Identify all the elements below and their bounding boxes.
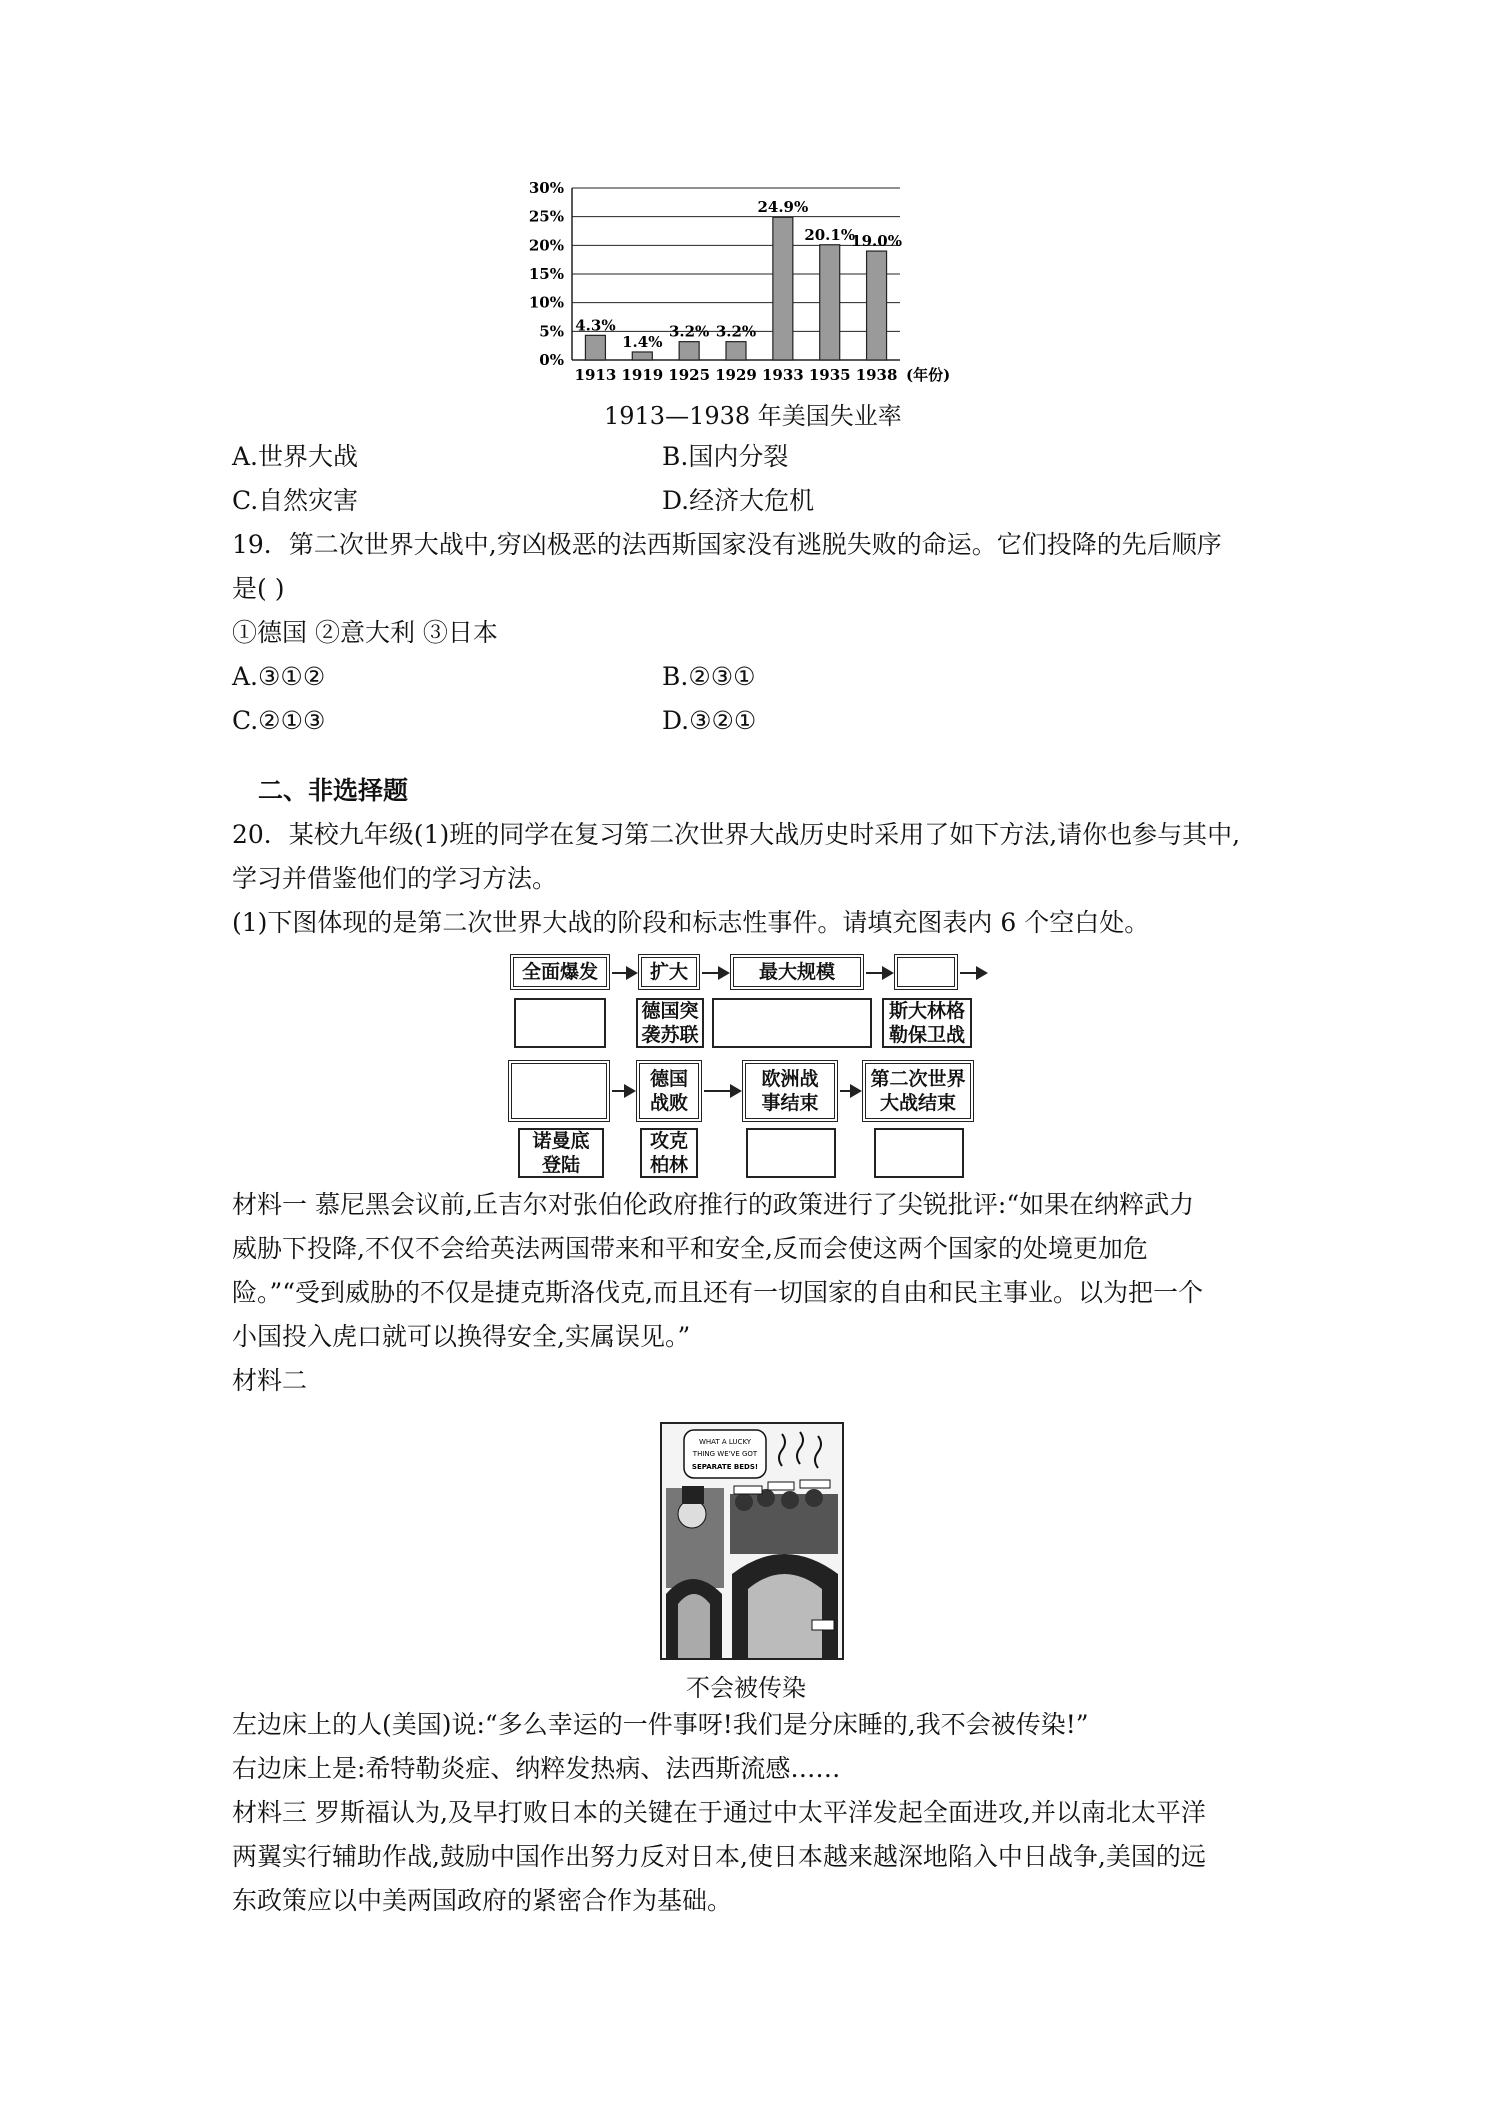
bar — [632, 352, 652, 360]
material1-line-3: 险。”“受到威胁的不仅是捷克斯洛伐克,而且还有一切国家的自由和民主事业。以为把一个 — [232, 1278, 1204, 1307]
x-tick-label: 1919 — [621, 366, 664, 384]
unemployment-bar-chart — [520, 180, 960, 390]
flow-arrow-4 — [960, 972, 986, 974]
flow-stage-3: 最大规模 — [730, 954, 864, 990]
material2-line-2: 右边床上是:希特勒炎症、纳粹发热病、法西斯流感…… — [232, 1754, 841, 1783]
svg-text:SEPARATE BEDS!: SEPARATE BEDS! — [691, 1463, 759, 1471]
y-tick-label: 25% — [528, 207, 564, 226]
material2-line-1: 左边床上的人(美国)说:“多么幸运的一件事呀!我们是分床睡的,我不会被传染!” — [232, 1710, 1089, 1739]
bar — [585, 335, 605, 360]
data-label: 3.2% — [715, 322, 757, 341]
data-label: 20.1% — [804, 225, 856, 244]
q18-option-b[interactable]: B.国内分裂 — [662, 442, 789, 471]
flow-arrow-3 — [866, 972, 892, 974]
q20-stem-2: 学习并借鉴他们的学习方法。 — [232, 864, 558, 893]
flow-event-8-blank[interactable] — [874, 1128, 964, 1178]
y-tick-label: 0% — [539, 351, 564, 369]
q20-sub1: (1)下图体现的是第二次世界大战的阶段和标志性事件。请填充图表内 6 个空白处。 — [232, 908, 1150, 937]
y-tick-label: 30% — [528, 180, 564, 197]
flow-arrow-6 — [704, 1090, 740, 1092]
data-label: 3.2% — [668, 322, 710, 341]
q19-items: ①德国 ②意大利 ③日本 — [232, 618, 498, 647]
flow-arrow-2 — [702, 972, 728, 974]
flow-stage-5-blank[interactable] — [508, 1060, 610, 1122]
bar — [867, 251, 887, 360]
flow-stage-6: 德国 战败 — [636, 1060, 702, 1122]
flow-arrow-5 — [612, 1090, 634, 1092]
x-tick-label: 1929 — [715, 366, 757, 384]
flow-event-4: 斯大林格 勒保卫战 — [882, 998, 972, 1048]
material3-line-1: 材料三 罗斯福认为,及早打败日本的关键在于通过中太平洋发起全面进攻,并以南北太平洋 — [232, 1798, 1206, 1827]
bar — [726, 342, 746, 360]
data-label: 19.0% — [851, 232, 902, 251]
q19-option-c[interactable]: C.②①③ — [232, 706, 326, 735]
flow-arrow-1 — [612, 972, 636, 974]
bar — [820, 245, 840, 360]
svg-text:THING WE'VE GOT: THING WE'VE GOT — [692, 1450, 758, 1458]
q20-stem-1: 20．某校九年级(1)班的同学在复习第二次世界大战历史时采用了如下方法,请你也参与其中, — [232, 820, 1241, 849]
flow-stage-8: 第二次世界 大战结束 — [862, 1060, 974, 1122]
material3-line-3: 东政策应以中美两国政府的紧密合作为基础。 — [232, 1886, 733, 1915]
chart-title: 1913—1938 年美国失业率 — [604, 402, 902, 430]
flow-arrow-7 — [840, 1090, 860, 1092]
flow-event-6: 攻克 柏林 — [640, 1128, 698, 1178]
flow-event-5: 诺曼底 登陆 — [518, 1128, 604, 1178]
x-tick-label: 1913 — [574, 366, 617, 384]
q19-option-b[interactable]: B.②③① — [662, 662, 756, 691]
x-tick-label: 1935 — [808, 366, 851, 384]
section-title: 二、非选择题 — [258, 776, 409, 805]
x-tick-label: 1925 — [668, 366, 711, 384]
flow-stage-1: 全面爆发 — [510, 954, 610, 990]
material1-line-4: 小国投入虎口就可以换得安全,实属误见。” — [232, 1322, 691, 1351]
flow-stage-7: 欧洲战 事结束 — [742, 1060, 838, 1122]
x-tick-label: 1938 — [855, 366, 898, 384]
data-label: 1.4% — [622, 332, 663, 351]
cartoon-drawing — [662, 1424, 842, 1658]
q19-stem-1: 19．第二次世界大战中,穷凶极恶的法西斯国家没有逃脱失败的命运。它们投降的先后顺序 — [232, 530, 1222, 559]
y-tick-label: 10% — [528, 293, 564, 312]
y-tick-label: 15% — [528, 265, 564, 283]
flow-event-7-blank[interactable] — [746, 1128, 836, 1178]
q19-stem-2: 是( ) — [232, 574, 285, 603]
flow-stage-4-blank[interactable] — [894, 954, 958, 990]
cartoon-caption: 不会被传染 — [686, 1674, 806, 1702]
material2-label: 材料二 — [232, 1366, 308, 1395]
bar — [679, 342, 699, 360]
y-tick-label: 5% — [539, 322, 564, 341]
x-axis-label: (年份) — [906, 366, 951, 384]
material1-line-1: 材料一 慕尼黑会议前,丘吉尔对张伯伦政府推行的政策进行了尖锐批评:“如果在纳粹武力 — [232, 1190, 1195, 1219]
data-label: 24.9% — [757, 198, 809, 217]
material3-line-2: 两翼实行辅助作战,鼓励中国作出努力反对日本,使日本越来越深地陷入中日战争,美国的远 — [232, 1842, 1206, 1871]
q18-option-c[interactable]: C.自然灾害 — [232, 486, 359, 515]
svg-text:WHAT A LUCKY: WHAT A LUCKY — [698, 1438, 752, 1446]
q19-option-a[interactable]: A.③①② — [232, 662, 326, 691]
q19-option-d[interactable]: D.③②① — [662, 706, 757, 735]
q18-options-row2 — [232, 484, 815, 518]
bar — [773, 217, 793, 360]
q18-options-row1 — [232, 440, 789, 474]
data-label: 4.3% — [575, 316, 616, 335]
q18-option-a[interactable]: A.世界大战 — [232, 442, 359, 471]
q19-options-row2 — [232, 704, 757, 738]
x-tick-label: 1933 — [761, 366, 804, 384]
y-tick-label: 20% — [528, 236, 564, 255]
flow-event-3-blank[interactable] — [712, 998, 872, 1048]
q18-option-d[interactable]: D.经济大危机 — [662, 486, 815, 515]
flow-event-2: 德国突 袭苏联 — [636, 998, 704, 1048]
flow-event-1-blank[interactable] — [514, 998, 606, 1048]
q19-options-row1 — [232, 660, 756, 694]
flow-stage-2: 扩大 — [638, 954, 700, 990]
political-cartoon — [660, 1422, 844, 1660]
material1-line-2: 威胁下投降,不仅不会给英法两国带来和平和安全,反而会使这两个国家的处境更加危 — [232, 1234, 1148, 1263]
